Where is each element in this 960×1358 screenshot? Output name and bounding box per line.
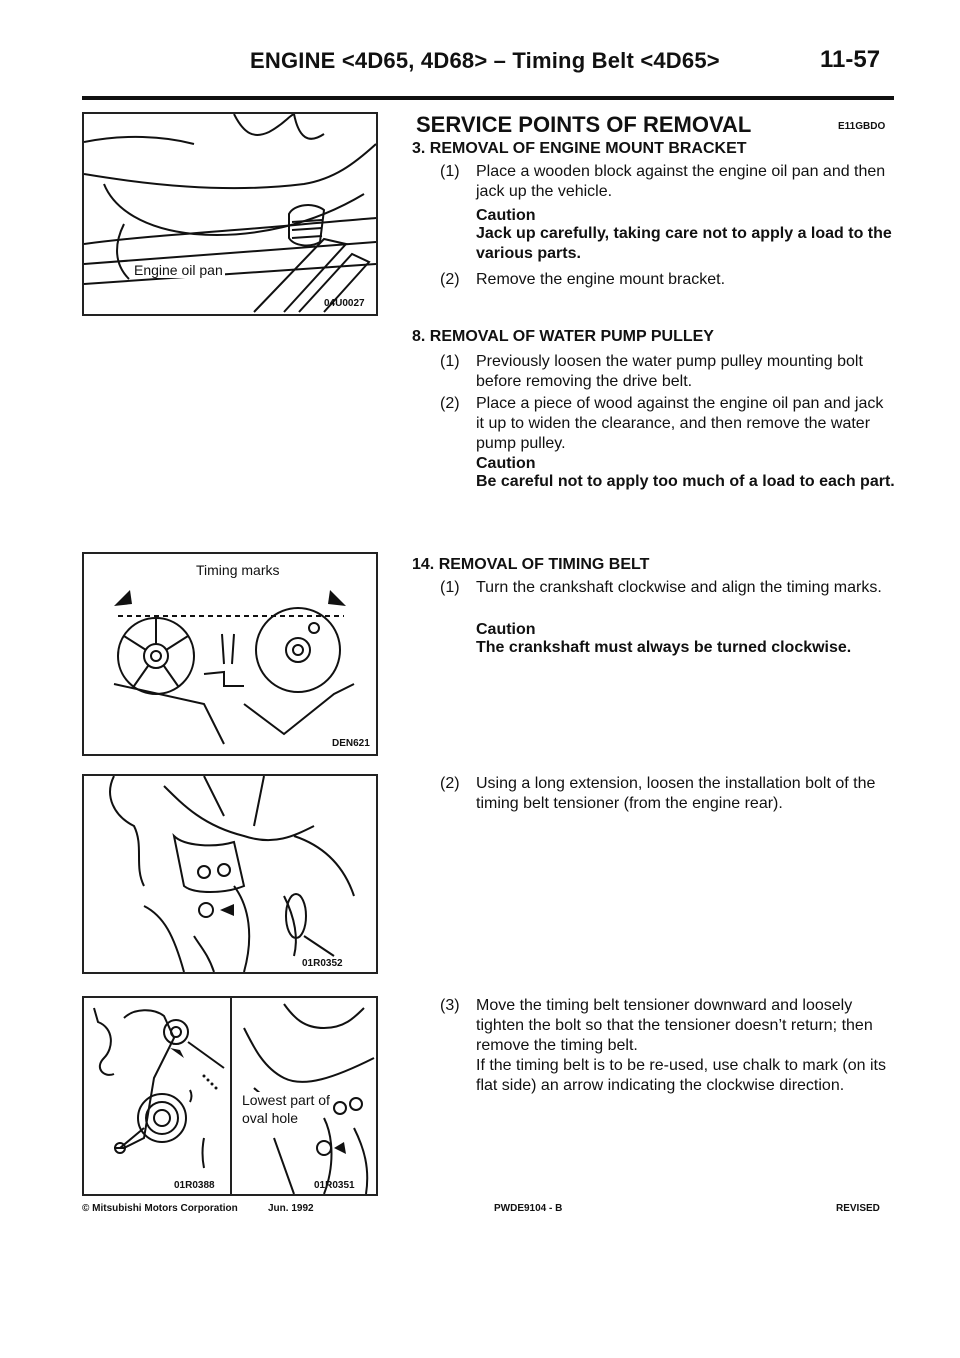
step — [440, 394, 888, 454]
figure-oil-pan-jack — [82, 112, 378, 316]
step — [440, 270, 888, 290]
caution-text: Jack up carefully, taking care not to apply a load to the various parts. — [476, 225, 892, 262]
caution-title: Caution — [476, 621, 536, 638]
step — [440, 352, 888, 392]
step-text: Place a wooden block against the engine oil pan and then jack up the vehicle. — [476, 163, 886, 200]
step-number: (2) — [440, 271, 460, 288]
caution-title: Caution — [476, 455, 536, 472]
figure-label-oval-hole: oval hole — [242, 1110, 299, 1126]
oil-pan-illustration — [84, 114, 376, 314]
footer-copyright: © Mitsubishi Motors Corporation — [82, 1203, 238, 1214]
step-text: Turn the crankshaft clockwise and align the timing marks. — [476, 579, 882, 596]
item-heading-water-pump-pulley: 8. REMOVAL OF WATER PUMP PULLEY — [412, 328, 714, 345]
step-number: (1) — [440, 353, 460, 370]
step — [440, 162, 888, 202]
page-number: 11-57 — [820, 46, 881, 73]
step-text: Move the timing belt tensioner downward and loosely tighten the bolt so that the tensioner doesn’t return; then remove the timing belt. — [476, 997, 873, 1054]
figure-code: 04U0027 — [324, 298, 365, 309]
step-text: Using a long extension, loosen the installation bolt of the timing belt tensioner (from the engine rear). — [476, 775, 876, 812]
item-heading-timing-belt: 14. REMOVAL OF TIMING BELT — [412, 556, 650, 573]
figure-code: DEN621 — [332, 738, 370, 749]
caution-title: Caution — [476, 207, 536, 224]
section-title: SERVICE POINTS OF REMOVAL — [416, 112, 752, 137]
figure-label-engine-oil-pan: Engine oil pan — [134, 262, 223, 278]
section-code: E11GBDO — [838, 121, 886, 132]
step-text: Remove the engine mount bracket. — [476, 271, 726, 288]
step-extra-text: If the timing belt is to be re-used, use chalk to mark (on its flat side) an arrow indicating the clockwise direction. — [476, 1057, 886, 1094]
step — [440, 774, 888, 814]
step — [440, 996, 888, 1096]
caution-text: Be careful not to apply too much of a load to each part. — [476, 473, 895, 490]
step-number: (1) — [440, 579, 460, 596]
tensioner-bolt-illustration — [84, 776, 376, 972]
item-heading-engine-mount-bracket: 3. REMOVAL OF ENGINE MOUNT BRACKET — [412, 140, 747, 157]
figure-label-timing-marks: Timing marks — [196, 562, 280, 578]
footer-doc-code: PWDE9104 - B — [494, 1203, 563, 1214]
caution-text: The crankshaft must always be turned clockwise. — [476, 639, 852, 656]
header-rule — [82, 96, 894, 100]
footer-date: Jun. 1992 — [268, 1203, 314, 1214]
figure-code-left: 01R0388 — [174, 1180, 215, 1191]
timing-marks-illustration — [84, 554, 376, 754]
figure-tensioner-bolt — [82, 774, 378, 974]
belt-removal-illustration — [84, 998, 376, 1194]
step-number: (1) — [440, 163, 460, 180]
page-header-title: ENGINE <4D65, 4D68> – Timing Belt <4D65> — [250, 48, 720, 73]
step-number: (2) — [440, 775, 460, 792]
step-text: Previously loosen the water pump pulley mounting bolt before removing the drive belt. — [476, 353, 863, 390]
figure-belt-removal — [82, 996, 378, 1196]
step-number: (3) — [440, 997, 460, 1014]
step — [440, 578, 888, 598]
figure-code: 01R0352 — [302, 958, 343, 969]
step-text: Place a piece of wood against the engine oil pan and jack it up to widen the clearance, and then remove the water pump pulley. — [476, 395, 884, 452]
step-number: (2) — [440, 395, 460, 412]
figure-code-right: 01R0351 — [314, 1180, 355, 1191]
footer-status: REVISED — [836, 1203, 880, 1214]
figure-timing-marks — [82, 552, 378, 756]
figure-label-lowest-part: Lowest part of — [242, 1092, 330, 1108]
